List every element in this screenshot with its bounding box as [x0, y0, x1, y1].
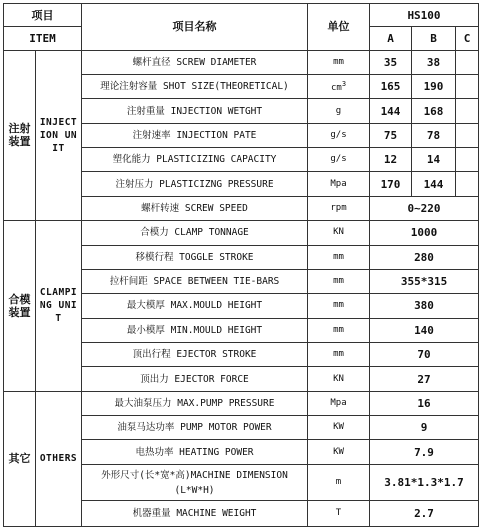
row-unit: T	[308, 501, 370, 527]
row-name: 电热功率 HEATING POWER	[82, 440, 308, 464]
value-b: 168	[412, 99, 456, 123]
row-name: 顶出力 EJECTOR FORCE	[82, 367, 308, 391]
value-b: 14	[412, 148, 456, 172]
value-merged: 70	[370, 343, 479, 367]
unit-exponent: 3	[341, 80, 347, 89]
value-merged: 140	[370, 318, 479, 342]
row-name: 注射重量 INJECTION WETGHT	[82, 99, 308, 123]
row-unit: Mpa	[308, 172, 370, 196]
value-merged: 0~220	[370, 196, 479, 220]
row-unit: mm	[308, 269, 370, 293]
row-unit: KW	[308, 416, 370, 440]
value-a: 165	[370, 75, 412, 99]
unit-header: 单位	[308, 4, 370, 51]
value-c	[456, 75, 479, 99]
row-unit: mm	[308, 245, 370, 269]
row-name: 拉杆间距 SPACE BETWEEN TIE-BARS	[82, 269, 308, 293]
row-name: 油泵马达功率 PUMP MOTOR POWER	[82, 416, 308, 440]
item-cn-header: 项目	[4, 4, 82, 27]
value-merged: 7.9	[370, 440, 479, 464]
row-name: 最小模厚 MIN.MOULD HEIGHT	[82, 318, 308, 342]
col-b-header: B	[412, 27, 456, 50]
value-merged: 9	[370, 416, 479, 440]
row-unit: m	[308, 464, 370, 501]
row-unit: g	[308, 99, 370, 123]
header-row	[4, 4, 479, 27]
value-c	[456, 172, 479, 196]
value-b: 38	[412, 50, 456, 74]
row-unit: rpm	[308, 196, 370, 220]
row-name: 螺杆直径 SCREW DIAMETER	[82, 50, 308, 74]
row-name: 塑化能力 PLASTICIZING CAPACITY	[82, 148, 308, 172]
col-a-header: A	[370, 27, 412, 50]
row-unit: mm	[308, 50, 370, 74]
value-merged: 16	[370, 391, 479, 415]
value-merged: 280	[370, 245, 479, 269]
value-merged: 2.7	[370, 501, 479, 527]
spec-table	[3, 3, 479, 527]
row-unit: mm	[308, 294, 370, 318]
value-merged: 27	[370, 367, 479, 391]
value-a: 170	[370, 172, 412, 196]
row-unit: g/s	[308, 148, 370, 172]
row-name: 外形尺寸(长*宽*高)MACHINE DIMENSION (L*W*H)	[82, 464, 308, 501]
row-name: 移模行程 TOGGLE STROKE	[82, 245, 308, 269]
table-row	[4, 391, 479, 415]
table-row	[4, 50, 479, 74]
value-merged: 3.81*1.3*1.7	[370, 464, 479, 501]
row-name: 顶出行程 EJECTOR STROKE	[82, 343, 308, 367]
group-others-cn: 其它	[4, 391, 36, 526]
row-name: 机器重量 MACHINE WEIGHT	[82, 501, 308, 527]
value-c	[456, 50, 479, 74]
row-unit: KW	[308, 440, 370, 464]
group-clamping-en: CLAMPING UNIT	[36, 221, 82, 392]
value-c	[456, 148, 479, 172]
value-b: 78	[412, 123, 456, 147]
value-a: 35	[370, 50, 412, 74]
value-b: 190	[412, 75, 456, 99]
item-name-header: 项目名称	[82, 4, 308, 51]
row-name: 合模力 CLAMP TONNAGE	[82, 221, 308, 245]
row-name: 螺杆转速 SCREW SPEED	[82, 196, 308, 220]
value-merged: 380	[370, 294, 479, 318]
group-injection-en: INJECTION UNIT	[36, 50, 82, 221]
row-unit: g/s	[308, 123, 370, 147]
col-c-header: C	[456, 27, 479, 50]
model-header: HS100	[370, 4, 479, 27]
value-a: 12	[370, 148, 412, 172]
row-unit: mm	[308, 343, 370, 367]
table-row	[4, 221, 479, 245]
row-name: 理论注射容量 SHOT SIZE(THEORETICAL)	[82, 75, 308, 99]
row-name: 最大模厚 MAX.MOULD HEIGHT	[82, 294, 308, 318]
value-c	[456, 99, 479, 123]
row-name: 最大油泵压力 MAX.PUMP PRESSURE	[82, 391, 308, 415]
value-c	[456, 123, 479, 147]
value-merged: 1000	[370, 221, 479, 245]
value-b: 144	[412, 172, 456, 196]
group-others-en: OTHERS	[36, 391, 82, 526]
row-name: 注射速率 INJECTION PATE	[82, 123, 308, 147]
value-merged: 355*315	[370, 269, 479, 293]
item-en-header: ITEM	[4, 27, 82, 50]
group-clamping-cn: 合模装置	[4, 221, 36, 392]
value-a: 75	[370, 123, 412, 147]
row-unit: Mpa	[308, 391, 370, 415]
row-unit: KN	[308, 367, 370, 391]
value-a: 144	[370, 99, 412, 123]
unit-base: cm	[330, 83, 342, 94]
row-unit: mm	[308, 318, 370, 342]
group-injection-cn: 注射装置	[4, 50, 36, 221]
row-unit	[308, 75, 370, 99]
row-name: 注射压力 PLASTICIZNG PRESSURE	[82, 172, 308, 196]
row-unit: KN	[308, 221, 370, 245]
